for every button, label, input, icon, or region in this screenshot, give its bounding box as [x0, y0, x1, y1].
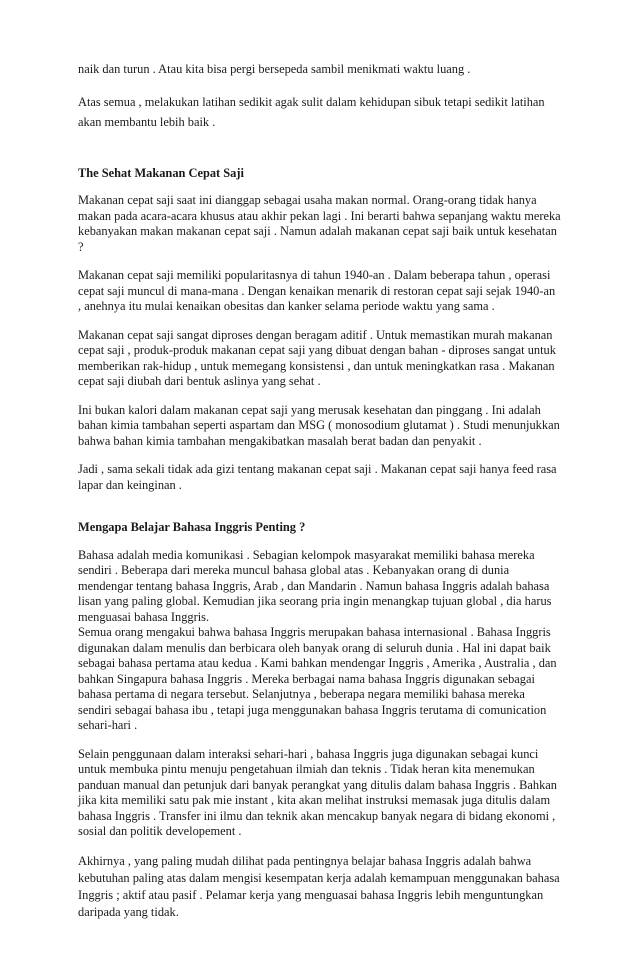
text-line: kebutuhan paling atas dalam mengisi kesempatan kerja adalah kemampuan menggunakan bahasa: [78, 870, 560, 885]
paragraph: [78, 328, 568, 390]
text-line: cepat saji diubah dari bentuk aslinya yang sehat .: [78, 374, 321, 388]
text-line: bahan kimia tambahan seperti aspartam dan MSG ( monosodium glutamat ) . Studi menunjukkan: [78, 418, 560, 432]
text-line: sosial dan politik developement .: [78, 824, 242, 838]
paragraph: [78, 193, 568, 255]
text-line: ?: [78, 239, 84, 254]
text-line: sendiri . Beberapa dari mereka muncul bahasa global atas . Kebanyakan orang di dunia: [78, 563, 510, 577]
paragraph: [78, 403, 568, 450]
text-line: bahkan Singapura bahasa Inggris . Mereka berbagai nama bahasa Inggris digunakan sebagai: [78, 671, 535, 686]
text-line: Bahasa adalah media komunikasi . Sebagian kelompok masyarakat memiliki bahasa mereka: [78, 547, 535, 562]
text-line: Semua orang mengakui bahwa bahasa Inggris merupakan bahasa internasional . Bahasa Inggris: [78, 625, 551, 639]
text-line: bahasa pertama di negara tersebut. Selanjutnya , beberapa negara memiliki bahasa mereka: [78, 687, 525, 701]
section-title-english: Mengapa Belajar Bahasa Inggris Penting ?: [78, 520, 306, 534]
paragraph: [78, 268, 568, 315]
text-line: cepat saji , produk-produk makanan cepat saji yang dibuat dengan bahan - diproses sangat untuk: [78, 343, 556, 357]
text-line: Jadi , sama sekali tidak ada gizi tentang makanan cepat saji . Makanan cepat saji hanya feed rasa: [78, 462, 557, 476]
intro-continuation: naik dan turun . Atau kita bisa pergi bersepeda sambil menikmati waktu luang .: [78, 62, 471, 76]
text-line: mendengar tentang bahasa Inggris, Arab , dan Mandarin . Namun bahasa Inggris adalah bahasa: [78, 578, 550, 593]
paragraph: [78, 747, 568, 840]
text-line: memberikan rak-hidup , untuk memegang konsistensi , dan untuk meningkatkan rasa . Makanan: [78, 358, 555, 373]
text-line: jika kita memiliki satu pak mie instant , kita akan melihat instruksi memasak juga ditulis dalam: [78, 793, 551, 807]
section-title-fast-food: The Sehat Makanan Cepat Saji: [78, 165, 244, 180]
text-line: Ini bukan kalori dalam makanan cepat saji yang merusak kesehatan dan pinggang . Ini adalah: [78, 402, 541, 417]
paragraph: [78, 462, 568, 493]
text-line: , anehnya itu mulai kenaikan obesitas dan kanker selama periode waktu yang sama .: [78, 299, 495, 313]
text-line: cepat saji muncul di mana-mana . Dengan kenaikan menarik di restoran cepat saji sejak 1940-an: [78, 283, 556, 298]
text-line: Atas semua , melakukan latihan sedikit agak sulit dalam kehidupan sibuk tetapi sedikit latihan: [78, 94, 545, 109]
text-line: makan pada acara-acara khusus atau akhir pekan lagi . Ini berarti bahwa sepanjang waktu mereka: [78, 208, 561, 223]
text-line: sebagai bahasa pertama atau kedua . Kami bahkan mendengar Inggris , Amerika , Australia , dan: [78, 656, 557, 670]
text-line: Selain penggunaan dalam interaksi sehari-hari , bahasa Inggris juga digunakan sebagai kunci: [78, 746, 539, 761]
text-line: lapar dan keinginan .: [78, 477, 182, 492]
text-line: digunakan dalam menulis dan berbicara oleh banyak orang di seluruh dunia . Hal ini dapat baik: [78, 640, 551, 655]
text-line: sendiri sebagai bahasa ibu , tetapi juga menggunakan bahasa Inggris terutama di comunication: [78, 702, 547, 717]
intro-paragraph: [78, 92, 568, 132]
text-line: lisan yang paling global. Kemudian jika seorang pria ingin menangkap tujuan global , dia harus: [78, 594, 552, 608]
text-line: bahwa bahan kimia tambahan mengakibatkan masalah berat badan dan penyakit .: [78, 433, 482, 448]
document-page: [78, 62, 568, 921]
text-line: untuk membuka pintu menuju pengetahuan ilmiah dan teknis . Tidak heran kita menemukan: [78, 762, 535, 776]
paragraph: [78, 548, 568, 734]
paragraph: [78, 853, 568, 921]
text-line: Makanan cepat saji memiliki popularitasnya di tahun 1940-an . Dalam beberapa tahun , operasi: [78, 268, 551, 282]
text-line: Inggris ; aktif atau pasif . Pelamar kerja yang menguasai bahasa Inggris lebih menguntungkan: [78, 887, 544, 902]
text-line: akan membantu lebih baik .: [78, 114, 216, 129]
text-line: menguasai bahasa Inggris.: [78, 609, 210, 624]
text-line: daripada yang tidak.: [78, 904, 179, 919]
text-line: Akhirnya , yang paling mudah dilihat pada pentingnya belajar bahasa Inggris adalah bahwa: [78, 853, 532, 868]
text-line: bahasa Inggris . Transfer ini ilmu dan teknik akan mencakup banyak negara di bidang ekonomi ,: [78, 808, 556, 823]
text-line: Makanan cepat saji saat ini dianggap sebagai usaha makan normal. Orang-orang tidak hanya: [78, 193, 537, 207]
text-line: sehari-hari .: [78, 718, 138, 732]
text-line: Makanan cepat saji sangat diproses dengan beragam aditif . Untuk memastikan murah makanan: [78, 327, 553, 342]
text-line: kebanyakan makan makanan cepat saji . Namun adalah makanan cepat saji baik untuk kesehatan: [78, 224, 557, 238]
text-line: panduan manual dan petunjuk dari banyak perangkat yang ditulis dalam bahasa Inggris . Bahkan: [78, 777, 557, 792]
